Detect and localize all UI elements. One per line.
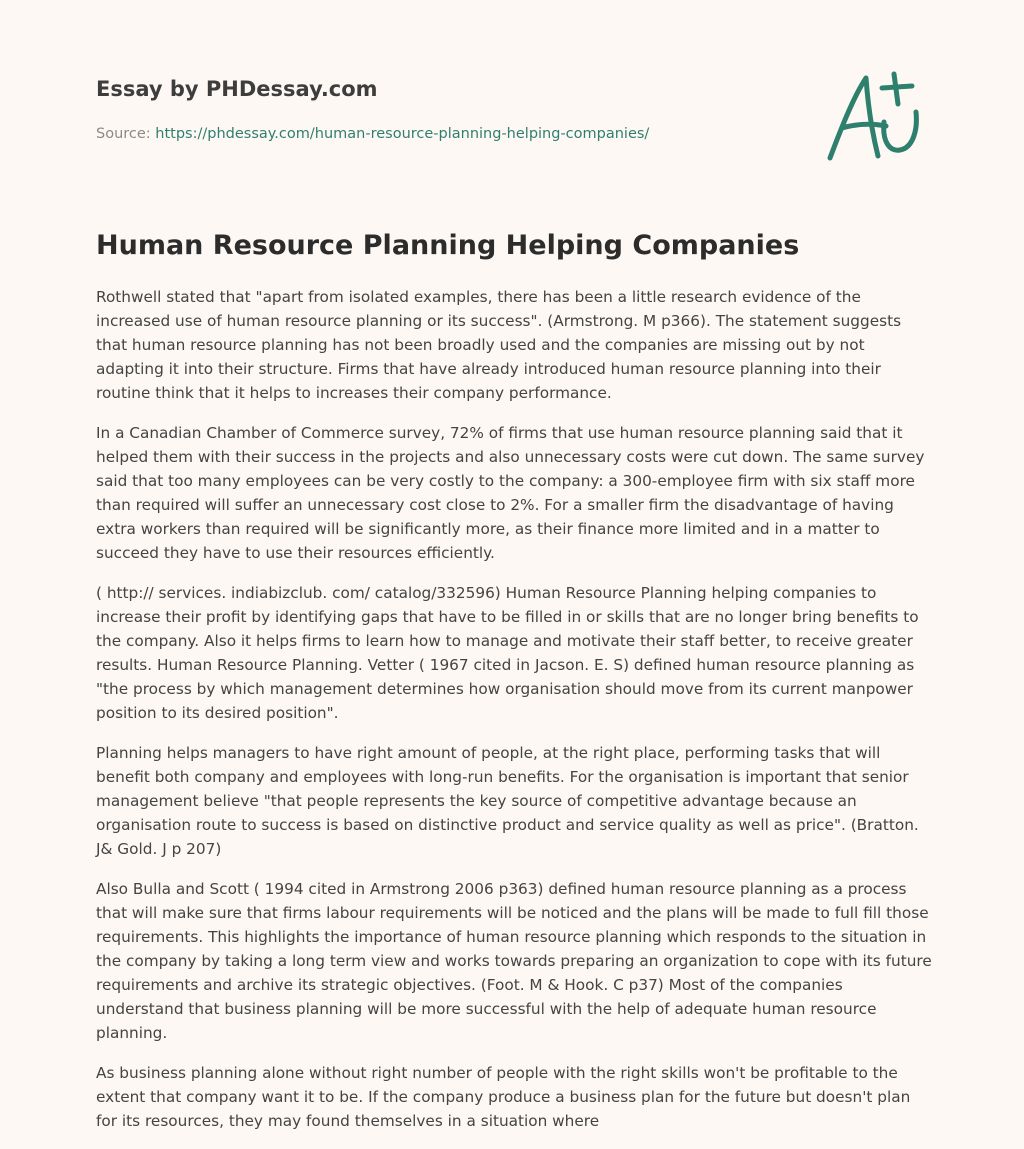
document-body — [96, 285, 932, 1149]
site-title: Essay by PHDessay.com — [96, 77, 378, 101]
source-label: Source: — [96, 126, 156, 142]
paragraph: As business planning alone without right number of people with the right skills won't be profitable to the extent that company want it to be. If the company produce a business plan for the future but doesn't plan for its resources, they may found themselves in a situation where — [96, 1064, 911, 1130]
paragraph: In a Canadian Chamber of Commerce survey, 72% of firms that use human resource planning said that it helped them with their success in the projects and also unnecessary costs were cut down. The same survey said that too many employees can be very costly to the company: a 300-employee firm with six staff more than required will suffer an unnecessary cost close to 2%. For a smaller firm the disadvantage of having extra workers than required will be significantly more, as their finance more limited and in a matter to succeed they have to use their resources efficiently. — [96, 424, 925, 562]
paragraph: Also Bulla and Scott ( 1994 cited in Armstrong 2006 p363) defined human resource planning as a process that will make sure that firms labour requirements will be noticed and the plans will be made to full fill those requirements. This highlights the importance of human resource planning which responds to the situation in the company by taking a long term view and works towards preparing an organization to cope with its future requirements and archive its strategic objectives. (Foot. M & Hook. C p37) Most of the companies understand that business planning will be more successful with the help of adequate human resource planning. — [96, 880, 932, 1042]
source-line — [96, 124, 796, 144]
paragraph: Planning helps managers to have right amount of people, at the right place, performing tasks that will benefit both company and employees with long-run benefits. For the organisation is important that senior management believe "that people represents the key source of competitive advantage because an organisation route to success is based on distinctive product and service quality as well as price". (Bratton. J& Gold. J p 207) — [96, 744, 919, 858]
paragraph: Rothwell stated that "apart from isolated examples, there has been a little research evidence of the increased use of human resource planning or its success". (Armstrong. M p366). The statement suggests that human resource planning has not been broadly used and the companies are missing out by not adapting it into their structure. Firms that have already introduced human resource planning into their routine think that it helps to increases their company performance. — [96, 288, 902, 402]
document-title: Human Resource Planning Helping Companies — [96, 230, 800, 261]
a-plus-logo-icon — [820, 66, 930, 166]
paragraph: ( http:// services. indiabizclub. com/ catalog/332596) Human Resource Planning helping companies to increase their profit by identifying gaps that have to be filled in or skills that are no longer bring benefits to the company. Also it helps firms to learn how to manage and motivate their staff better, to receive greater results. Human Resource Planning. Vetter ( 1967 cited in Jacson. E. S) defined human resource planning as "the process by which management determines how organisation should move from its current manpower position to its desired position". — [96, 584, 919, 722]
page-header — [96, 74, 796, 144]
source-link[interactable]: https://phdessay.com/human-resource-planning-helping-companies/ — [155, 126, 650, 142]
